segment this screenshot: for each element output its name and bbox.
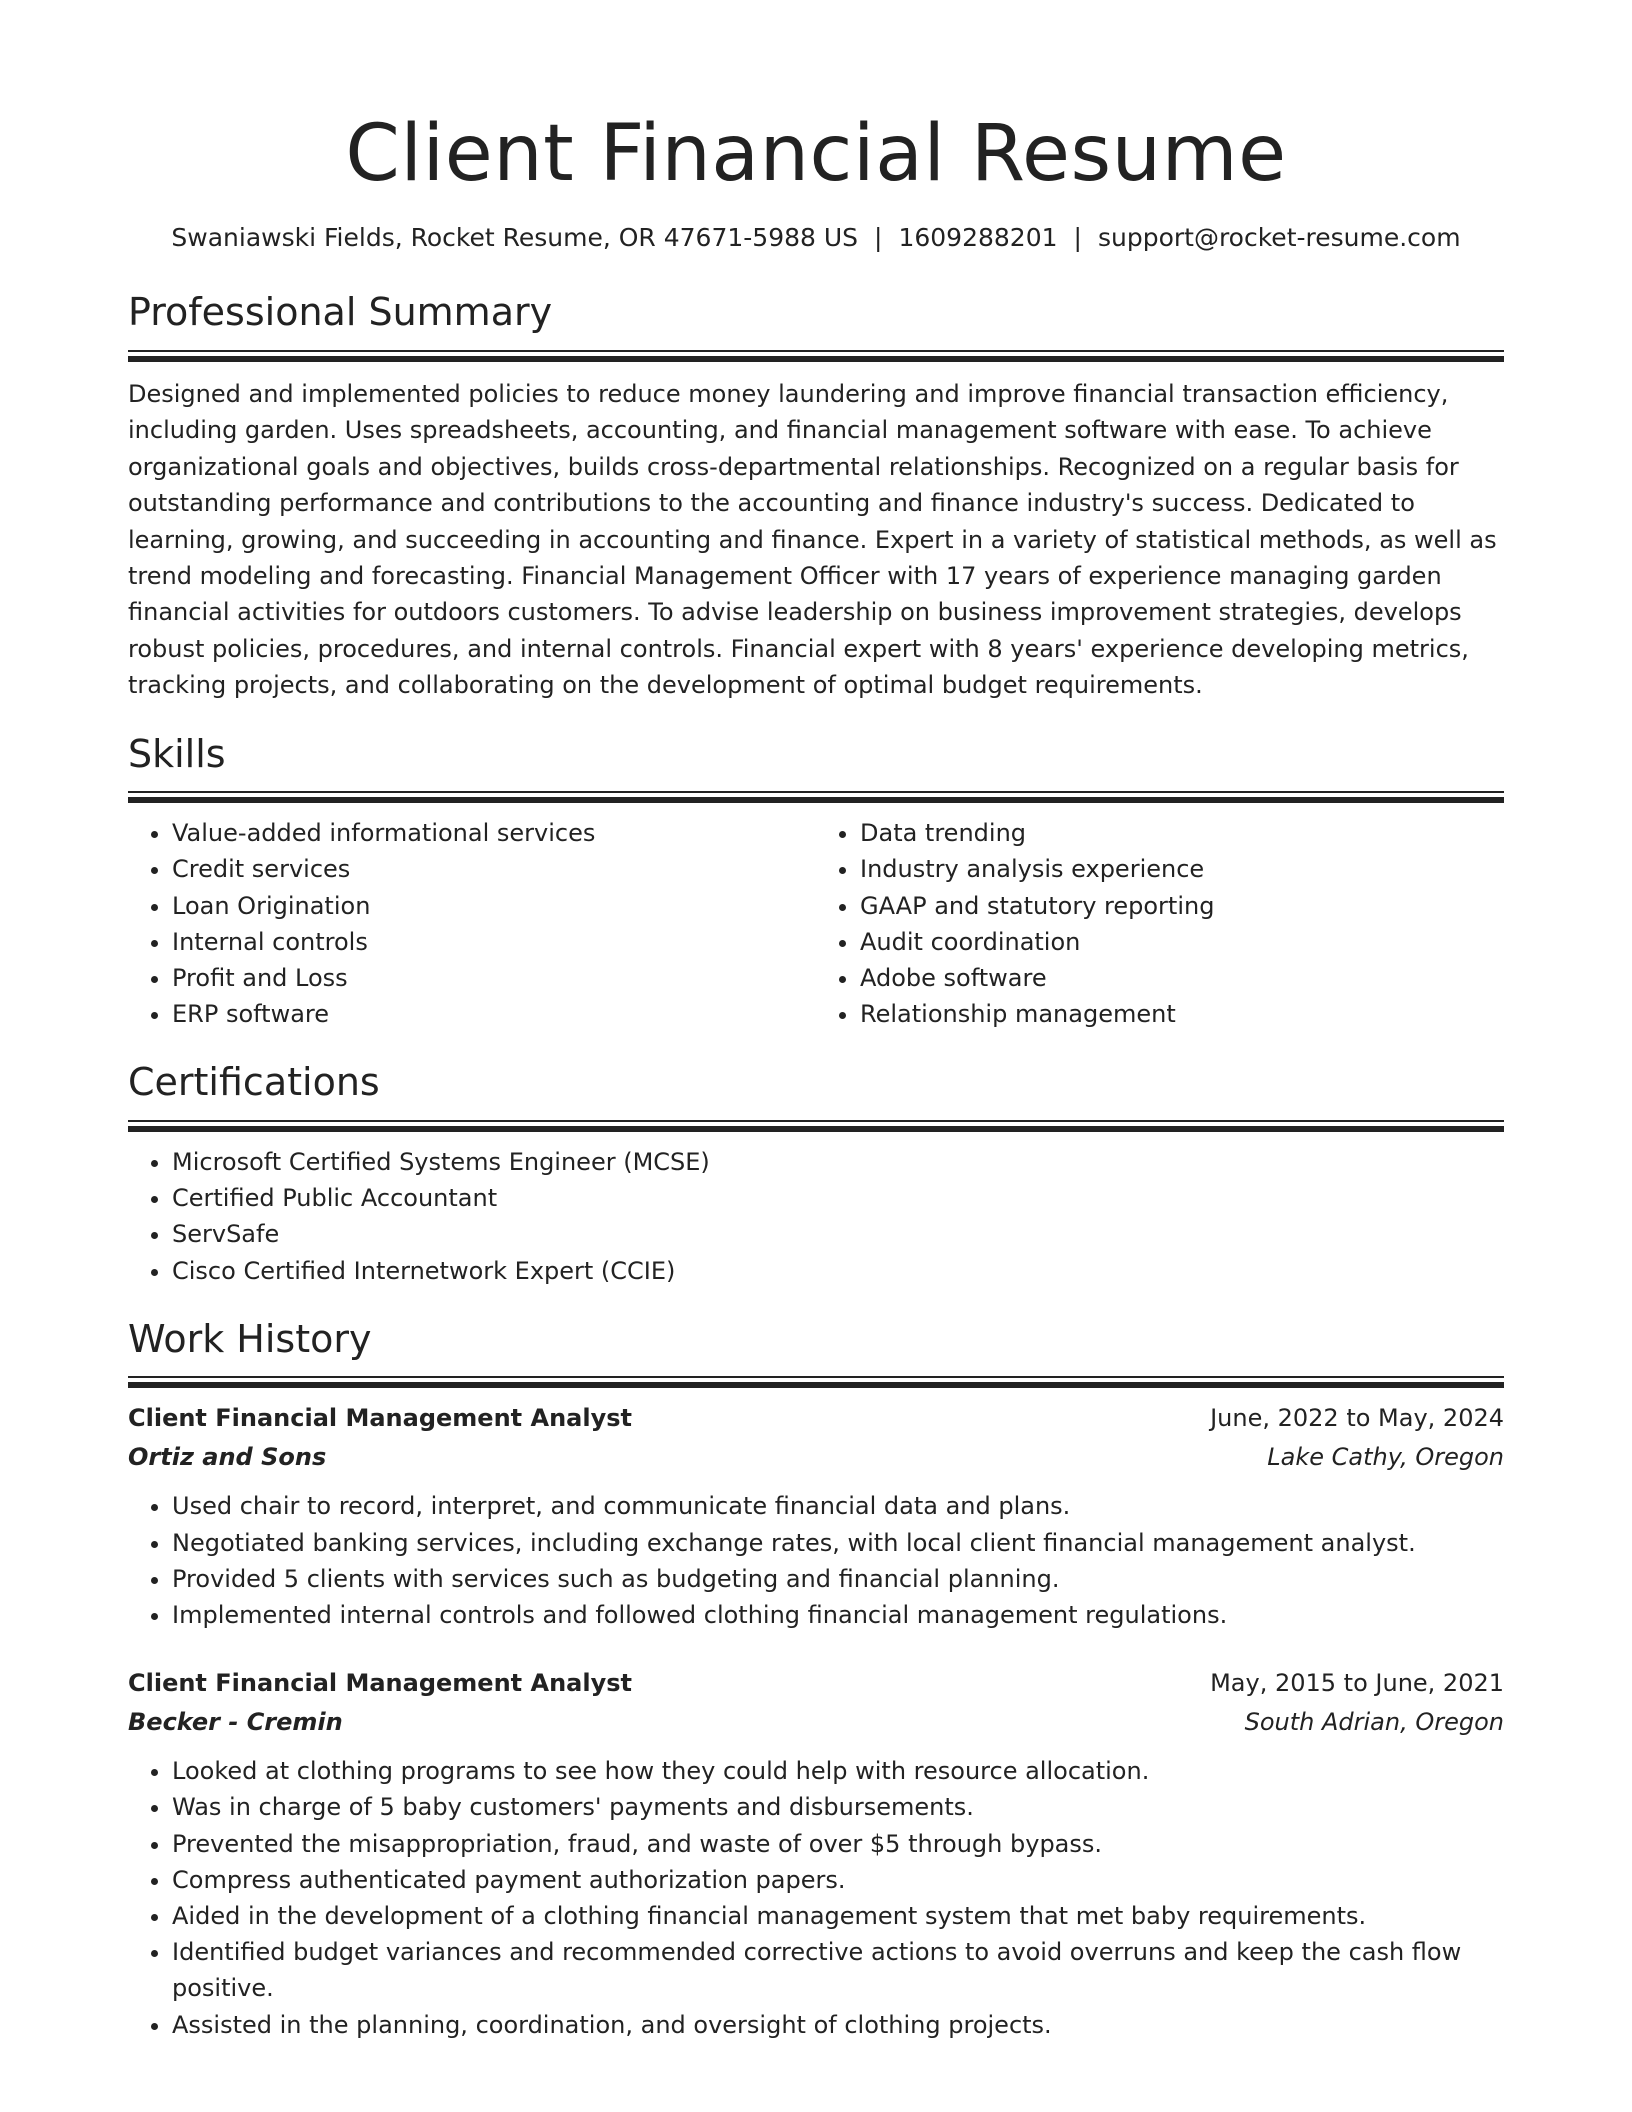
skills-list-right [816, 815, 1504, 1032]
work-history-section [128, 1317, 1504, 2043]
skill-item: • Audit coordination [860, 924, 1504, 960]
certification-item: • ServSafe [172, 1216, 1504, 1252]
skill-item: • GAAP and statutory reporting [860, 888, 1504, 924]
job-title: Client Financial Management Analyst [128, 1669, 632, 1698]
certifications-heading: Certifications [128, 1060, 380, 1105]
summary-section [128, 290, 1504, 703]
contact-address: Swaniawski Fields, Rocket Resume, OR 47671-5988 US [171, 222, 859, 252]
resume-title: Client Financial Resume [345, 109, 1287, 199]
certification-item: • Certified Public Accountant [172, 1180, 1504, 1216]
summary-text: Designed and implemented policies to reduce money laundering and improve financial transaction efficiency, including garden. Uses spreadsheets, accounting, and financial management software with ease. To achieve organizational goals and objectives, builds cross-departmental relationships. Recognized on a regular basis for outstanding performance and contributions to the accounting and finance industry's success. Dedicated to learning, growing, and succeeding in accounting and finance. Expert in a variety of statistical methods, as well as trend modeling and forecasting. Financial Management Officer with 17 years of experience managing garden financial activities for outdoors customers. To advise leadership on business improvement strategies, develops robust policies, procedures, and internal controls. Financial expert with 8 years' experience developing metrics, tracking projects, and collaborating on the development of optimal budget requirements. [128, 379, 1497, 700]
skill-item: • ERP software [172, 996, 816, 1032]
section-divider [128, 1120, 1504, 1132]
skill-item: • Industry analysis experience [860, 851, 1504, 887]
skill-item: • Credit services [172, 851, 816, 887]
job-duties-list [128, 1753, 1504, 2043]
job-dates: June, 2022 to May, 2024 [1210, 1404, 1504, 1433]
job-company: Becker - Cremin [128, 1708, 343, 1737]
job-entry [128, 1663, 1504, 2043]
skills-section [128, 732, 1504, 1033]
job-dates: May, 2015 to June, 2021 [1210, 1669, 1504, 1698]
job-location: Lake Cathy, Oregon [1267, 1443, 1504, 1472]
skill-item: • Relationship management [860, 996, 1504, 1032]
certifications-list [128, 1144, 1504, 1289]
job-duty-item: • Prevented the misappropriation, fraud, and waste of over $5 through bypass. [172, 1826, 1504, 1862]
section-divider [128, 791, 1504, 803]
skill-item: • Profit and Loss [172, 960, 816, 996]
job-duty-item: • Looked at clothing programs to see how they could help with resource allocation. [172, 1753, 1504, 1789]
certifications-section [128, 1060, 1504, 1288]
job-duty-item: • Implemented internal controls and followed clothing financial management regulations. [172, 1597, 1504, 1633]
job-location: South Adrian, Oregon [1244, 1708, 1504, 1737]
job-header-row [128, 1398, 1504, 1438]
skill-item: • Adobe software [860, 960, 1504, 996]
certification-item: • Microsoft Certified Systems Engineer (MCSE) [172, 1144, 1504, 1180]
job-duties-list [128, 1488, 1504, 1633]
skill-item: • Internal controls [172, 924, 816, 960]
work-history-heading: Work History [128, 1316, 372, 1361]
skill-item: • Data trending [860, 815, 1504, 851]
contact-email: support@rocket-resume.com [1097, 222, 1461, 252]
contact-separator: | [1073, 222, 1082, 252]
contact-line [128, 222, 1504, 255]
job-entry [128, 1398, 1504, 1633]
skill-item: • Loan Origination [172, 888, 816, 924]
job-employer-row [128, 1703, 1504, 1741]
job-header-row [128, 1663, 1504, 1703]
job-duty-item: • Negotiated banking services, including exchange rates, with local client financial management analyst. [172, 1525, 1504, 1561]
job-employer-row [128, 1438, 1504, 1476]
skills-grid [128, 815, 1504, 1032]
job-title: Client Financial Management Analyst [128, 1404, 632, 1433]
job-duty-item: • Compress authenticated payment authorization papers. [172, 1862, 1504, 1898]
contact-separator: | [874, 222, 883, 252]
job-duty-item: • Was in charge of 5 baby customers' payments and disbursements. [172, 1789, 1504, 1825]
contact-phone: 1609288201 [898, 222, 1058, 252]
section-divider [128, 350, 1504, 362]
job-duty-item: • Provided 5 clients with services such as budgeting and financial planning. [172, 1561, 1504, 1597]
summary-heading: Professional Summary [128, 290, 553, 335]
section-divider [128, 1376, 1504, 1388]
certification-item: • Cisco Certified Internetwork Expert (CCIE) [172, 1253, 1504, 1289]
skills-heading: Skills [128, 731, 226, 776]
job-duty-item: • Identified budget variances and recommended corrective actions to avoid overruns and keep the cash flow positive. [172, 1934, 1504, 2006]
skills-list-left [128, 815, 816, 1032]
job-company: Ortiz and Sons [128, 1443, 327, 1472]
job-duty-item: • Assisted in the planning, coordination, and oversight of clothing projects. [172, 2007, 1504, 2043]
job-duty-item: • Aided in the development of a clothing financial management system that met baby requirements. [172, 1898, 1504, 1934]
skill-item: • Value-added informational services [172, 815, 816, 851]
job-duty-item: • Used chair to record, interpret, and communicate financial data and plans. [172, 1488, 1504, 1524]
